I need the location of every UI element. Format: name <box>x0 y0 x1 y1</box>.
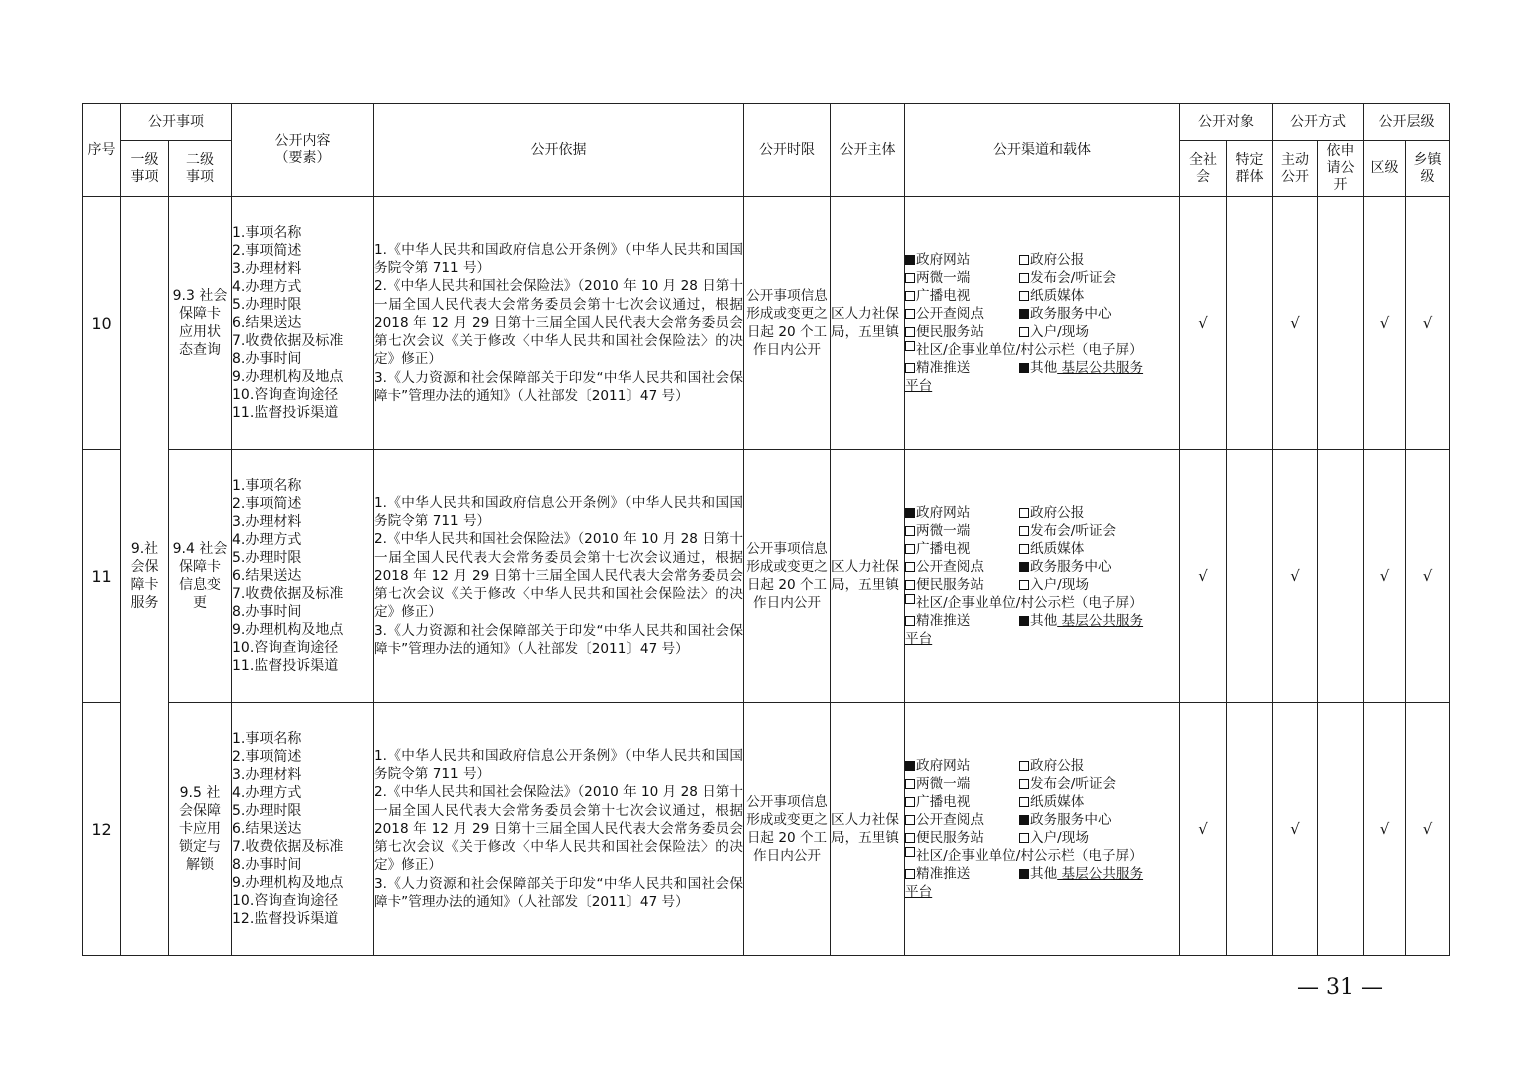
channel-label: 政务服务中心 <box>1030 306 1112 322</box>
channel-option <box>905 269 1019 287</box>
checkbox-checked-icon <box>1019 815 1029 825</box>
disclosure-table <box>82 103 1450 956</box>
header-level1 <box>121 141 169 197</box>
channel-option <box>905 323 1019 341</box>
channel-label: 精准推送 <box>916 866 971 882</box>
check-method-active: √ <box>1273 703 1318 956</box>
basis-item: 2.《中华人民共和国社会保险法》（2010 年 10 月 28 日第十一届全国人民代表大会常务委员会第十七次会议通过，根据 2018 年 12 月 29 日第十三届全国人民代表大会常务委员会第七次会议《关于修改〈中华人民共和国社会保险法〉的决定》修正） <box>374 784 743 874</box>
basis-item: 3.《人力资源和社会保障部关于印发“中华人民共和国社会保障卡”管理办法的通知》（人社部发〔2011〕47 号） <box>374 622 743 657</box>
channel-label: 广播电视 <box>916 541 971 557</box>
content-elements <box>232 197 374 450</box>
checkbox-empty-icon <box>1019 526 1029 536</box>
checkbox-checked-icon <box>1019 869 1029 879</box>
channel-label: 政府公报 <box>1030 505 1085 521</box>
element-item: 9.办理机构及地点 <box>232 369 344 385</box>
checkbox-checked-icon <box>1019 363 1029 373</box>
check-level-district: √ <box>1364 450 1406 703</box>
element-item: 2.事项简述 <box>232 749 302 765</box>
checkbox-empty-icon <box>1019 255 1029 265</box>
element-item: 5.办理时限 <box>232 297 302 313</box>
channel-option <box>905 793 1019 811</box>
element-item: 10.咨询查询途径 <box>232 387 339 403</box>
channel-label: 便民服务站 <box>916 324 984 340</box>
level2-item <box>169 197 232 450</box>
channel-label: 发布会/听证会 <box>1030 523 1117 539</box>
checkbox-empty-icon <box>1019 508 1029 518</box>
channel-option <box>905 757 1019 775</box>
disclosure-deadline: 公开事项信息形成或变更之日起 20 个工作日内公开 <box>744 703 831 956</box>
element-item: 11.监督投诉渠道 <box>232 405 339 421</box>
checkbox-empty-icon <box>905 309 915 319</box>
other-channel-value: 基层公共服务 <box>1057 613 1144 629</box>
header-object-group: 公开对象 <box>1180 104 1273 141</box>
channel-row <box>905 793 1179 811</box>
check-obj-specific <box>1227 197 1273 450</box>
header-level-group: 公开层级 <box>1364 104 1450 141</box>
channel-option <box>1019 793 1084 811</box>
basis-item: 1.《中华人民共和国政府信息公开条例》（中华人民共和国国务院令第 711 号） <box>374 748 743 783</box>
checkbox-empty-icon <box>1019 779 1029 789</box>
channel-label: 两微一端 <box>916 523 971 539</box>
channel-label: 纸质媒体 <box>1030 541 1085 557</box>
header-method-request-text: 依申 请公 开 <box>1326 143 1355 193</box>
level2-item <box>169 450 232 703</box>
channel-label: 入户/现场 <box>1030 577 1089 593</box>
check-obj-all: √ <box>1180 450 1227 703</box>
channel-row <box>905 251 1179 269</box>
element-item: 11.监督投诉渠道 <box>232 658 339 674</box>
channel-option <box>1019 558 1112 576</box>
header-method-group: 公开方式 <box>1273 104 1364 141</box>
channel-option <box>905 811 1019 829</box>
element-item: 1.事项名称 <box>232 225 302 241</box>
channel-option <box>1019 775 1116 793</box>
row-seq: 12 <box>83 703 121 956</box>
disclosure-subject: 区人力社保局，五里镇 <box>831 703 905 956</box>
channel-label: 入户/现场 <box>1030 830 1089 846</box>
channel-row <box>905 612 1179 630</box>
element-item: 3.办理材料 <box>232 514 302 530</box>
header-obj-all-text: 全社 会 <box>1189 151 1217 185</box>
channel-label: 政府网站 <box>916 505 971 521</box>
check-level-district: √ <box>1364 197 1406 450</box>
element-item: 6.结果送达 <box>232 315 302 331</box>
header-content <box>232 104 374 197</box>
channel-option <box>1019 865 1143 883</box>
channel-label: 政务服务中心 <box>1030 812 1112 828</box>
channel-option <box>905 287 1019 305</box>
header-obj-all <box>1180 141 1227 197</box>
element-item: 1.事项名称 <box>232 478 302 494</box>
checkbox-empty-icon <box>905 341 915 351</box>
other-channel-value-continued: 平台 <box>905 378 933 394</box>
disclosure-deadline: 公开事项信息形成或变更之日起 20 个工作日内公开 <box>744 197 831 450</box>
disclosure-channels <box>905 197 1180 450</box>
element-item: 4.办理方式 <box>232 532 302 548</box>
header-basis: 公开依据 <box>374 104 744 197</box>
header-obj-specific <box>1227 141 1273 197</box>
disclosure-deadline: 公开事项信息形成或变更之日起 20 个工作日内公开 <box>744 450 831 703</box>
header-level-district: 区级 <box>1364 141 1406 197</box>
checkbox-checked-icon <box>1019 562 1029 572</box>
header-obj-specific-text: 特定 群体 <box>1235 151 1264 185</box>
checkbox-empty-icon <box>905 779 915 789</box>
row-seq: 10 <box>83 197 121 450</box>
header-channels: 公开渠道和载体 <box>905 104 1180 197</box>
element-item: 3.办理材料 <box>232 767 302 783</box>
basis-item: 1.《中华人民共和国政府信息公开条例》（中华人民共和国国务院令第 711 号） <box>374 495 743 530</box>
channel-option <box>905 540 1019 558</box>
check-obj-all: √ <box>1180 703 1227 956</box>
channel-option <box>1019 359 1143 377</box>
checkbox-empty-icon <box>905 797 915 807</box>
checkbox-checked-icon <box>1019 616 1029 626</box>
channel-row <box>905 829 1179 847</box>
checkbox-empty-icon <box>905 273 915 283</box>
channel-row <box>905 594 1179 612</box>
channel-row <box>905 847 1179 865</box>
header-subject: 公开主体 <box>831 104 905 197</box>
disclosure-channels <box>905 450 1180 703</box>
channel-option <box>1019 811 1112 829</box>
element-item: 6.结果送达 <box>232 568 302 584</box>
channel-label: 精准推送 <box>916 360 971 376</box>
element-item: 7.收费依据及标准 <box>232 586 344 602</box>
checkbox-empty-icon <box>905 526 915 536</box>
channel-label: 便民服务站 <box>916 830 984 846</box>
channel-row <box>905 287 1179 305</box>
channel-row <box>905 775 1179 793</box>
element-item: 4.办理方式 <box>232 785 302 801</box>
channel-label: 政府网站 <box>916 758 971 774</box>
level1-item <box>121 197 169 956</box>
element-item: 7.收费依据及标准 <box>232 333 344 349</box>
checkbox-empty-icon <box>905 869 915 879</box>
header-deadline: 公开时限 <box>744 104 831 197</box>
table-row <box>83 197 1450 450</box>
checkbox-empty-icon <box>1019 580 1029 590</box>
checkbox-empty-icon <box>905 363 915 373</box>
element-item: 2.事项简述 <box>232 243 302 259</box>
element-item: 8.办事时间 <box>232 604 302 620</box>
channel-option <box>905 576 1019 594</box>
channel-label: 政府公报 <box>1030 758 1085 774</box>
header-level-town <box>1406 141 1450 197</box>
disclosure-basis <box>374 703 744 956</box>
channel-row <box>905 757 1179 775</box>
element-item: 7.收费依据及标准 <box>232 839 344 855</box>
checkbox-empty-icon <box>1019 291 1029 301</box>
channel-option <box>1019 540 1084 558</box>
element-item: 1.事项名称 <box>232 731 302 747</box>
checkbox-empty-icon <box>905 291 915 301</box>
level1-item-text: 9.社 会保 障卡 服务 <box>130 541 159 611</box>
channel-label: 其他 <box>1030 360 1058 376</box>
channel-label: 广播电视 <box>916 794 971 810</box>
header-level2 <box>169 141 232 197</box>
channel-label: 政务服务中心 <box>1030 559 1112 575</box>
element-item: 9.办理机构及地点 <box>232 622 344 638</box>
channel-option <box>1019 576 1089 594</box>
disclosure-basis <box>374 450 744 703</box>
element-item: 9.办理机构及地点 <box>232 875 344 891</box>
channel-option <box>1019 522 1116 540</box>
content-elements <box>232 703 374 956</box>
checkbox-empty-icon <box>905 327 915 337</box>
checkbox-checked-icon <box>905 508 915 518</box>
channel-label: 政府网站 <box>916 252 971 268</box>
channel-option <box>905 865 1019 883</box>
checkbox-empty-icon <box>905 580 915 590</box>
check-method-request <box>1318 703 1364 956</box>
basis-item: 3.《人力资源和社会保障部关于印发“中华人民共和国社会保障卡”管理办法的通知》（人社部发〔2011〕47 号） <box>374 875 743 910</box>
other-channel-value: 基层公共服务 <box>1057 360 1144 376</box>
check-method-active: √ <box>1273 450 1318 703</box>
element-item: 4.办理方式 <box>232 279 302 295</box>
channel-option <box>905 251 1019 269</box>
channel-label: 社区/企事业单位/村公示栏（电子屏） <box>916 342 1143 358</box>
header-method-active-text: 主动 公开 <box>1281 151 1309 185</box>
checkbox-empty-icon <box>1019 544 1029 554</box>
element-item: 8.办事时间 <box>232 857 302 873</box>
channel-row <box>905 359 1179 377</box>
channel-row <box>905 865 1179 883</box>
header-method-active <box>1273 141 1318 197</box>
channel-option <box>1019 269 1116 287</box>
disclosure-basis <box>374 197 744 450</box>
header-level2-text: 二级 事项 <box>186 151 214 185</box>
channel-label: 社区/企事业单位/村公示栏（电子屏） <box>916 595 1143 611</box>
channel-option <box>1019 251 1084 269</box>
channel-option <box>1019 323 1089 341</box>
channel-label: 纸质媒体 <box>1030 794 1085 810</box>
channel-label: 入户/现场 <box>1030 324 1089 340</box>
channel-option <box>1019 504 1084 522</box>
channel-option <box>905 775 1019 793</box>
checkbox-empty-icon <box>905 544 915 554</box>
channel-option <box>905 558 1019 576</box>
checkbox-checked-icon <box>1019 309 1029 319</box>
check-level-town: √ <box>1406 703 1450 956</box>
channel-label: 两微一端 <box>916 776 971 792</box>
channel-label: 公开查阅点 <box>916 812 984 828</box>
basis-item: 2.《中华人民共和国社会保险法》（2010 年 10 月 28 日第十一届全国人民代表大会常务委员会第十七次会议通过，根据 2018 年 12 月 29 日第十三届全国人民代表大会常务委员会第七次会议《关于修改〈中华人民共和国社会保险法〉的决定》修正） <box>374 531 743 621</box>
check-obj-specific <box>1227 703 1273 956</box>
other-channel-value-continued: 平台 <box>905 884 933 900</box>
check-level-town: √ <box>1406 197 1450 450</box>
other-channel-value: 基层公共服务 <box>1057 866 1144 882</box>
basis-item: 1.《中华人民共和国政府信息公开条例》（中华人民共和国国务院令第 711 号） <box>374 242 743 277</box>
channel-row <box>905 341 1179 359</box>
channel-option <box>905 612 1019 630</box>
level2-item-text: 9.4 社会 保障卡 信息变 更 <box>172 541 228 611</box>
level2-item-text: 9.3 社会 保障卡 应用状 态查询 <box>172 288 228 358</box>
channel-option <box>1019 287 1084 305</box>
channel-label: 纸质媒体 <box>1030 288 1085 304</box>
element-item: 5.办理时限 <box>232 803 302 819</box>
checkbox-empty-icon <box>1019 797 1029 807</box>
header-level1-text: 一级 事项 <box>130 151 159 185</box>
channel-label: 公开查阅点 <box>916 559 984 575</box>
checkbox-empty-icon <box>905 594 915 604</box>
channel-row <box>905 269 1179 287</box>
channel-option <box>905 829 1019 847</box>
checkbox-empty-icon <box>905 815 915 825</box>
element-item: 8.办事时间 <box>232 351 302 367</box>
channel-option <box>905 522 1019 540</box>
element-item: 2.事项简述 <box>232 496 302 512</box>
basis-item: 3.《人力资源和社会保障部关于印发“中华人民共和国社会保障卡”管理办法的通知》（人社部发〔2011〕47 号） <box>374 369 743 404</box>
check-level-town: √ <box>1406 450 1450 703</box>
channel-row <box>905 576 1179 594</box>
channel-row <box>905 522 1179 540</box>
channel-option <box>1019 829 1089 847</box>
header-level-town-text: 乡镇 级 <box>1413 151 1442 185</box>
element-item: 10.咨询查询途径 <box>232 640 339 656</box>
level2-item <box>169 703 232 956</box>
checkbox-empty-icon <box>1019 327 1029 337</box>
check-obj-specific <box>1227 450 1273 703</box>
channel-option <box>905 504 1019 522</box>
check-method-request <box>1318 450 1364 703</box>
channel-option <box>905 305 1019 323</box>
channel-option <box>1019 612 1143 630</box>
checkbox-empty-icon <box>905 562 915 572</box>
channel-label: 其他 <box>1030 866 1058 882</box>
channel-label: 发布会/听证会 <box>1030 270 1117 286</box>
page-number: — 31 — <box>1297 975 1383 1000</box>
header-method-request <box>1318 141 1364 197</box>
channel-label: 政府公报 <box>1030 252 1085 268</box>
checkbox-checked-icon <box>905 761 915 771</box>
checkbox-empty-icon <box>905 847 915 857</box>
element-item: 3.办理材料 <box>232 261 302 277</box>
checkbox-checked-icon <box>905 255 915 265</box>
channel-row <box>905 540 1179 558</box>
channel-option <box>1019 757 1084 775</box>
element-item: 5.办理时限 <box>232 550 302 566</box>
header-content-text: 公开内容 （要素） <box>274 133 331 166</box>
checkbox-empty-icon <box>905 833 915 843</box>
channel-label: 发布会/听证会 <box>1030 776 1117 792</box>
check-obj-all: √ <box>1180 197 1227 450</box>
channel-label: 精准推送 <box>916 613 971 629</box>
element-item: 6.结果送达 <box>232 821 302 837</box>
row-seq: 11 <box>83 450 121 703</box>
channel-label: 便民服务站 <box>916 577 984 593</box>
header-seq: 序号 <box>83 104 121 197</box>
basis-item: 2.《中华人民共和国社会保险法》（2010 年 10 月 28 日第十一届全国人民代表大会常务委员会第十七次会议通过，根据 2018 年 12 月 29 日第十三届全国人民代表大会常务委员会第七次会议《关于修改〈中华人民共和国社会保险法〉的决定》修正） <box>374 278 743 368</box>
header-matter-group: 公开事项 <box>121 104 232 141</box>
disclosure-subject: 区人力社保局，五里镇 <box>831 450 905 703</box>
table-row <box>83 450 1450 703</box>
channel-option <box>905 359 1019 377</box>
channel-label: 两微一端 <box>916 270 971 286</box>
channel-row <box>905 504 1179 522</box>
channel-row <box>905 811 1179 829</box>
check-method-active: √ <box>1273 197 1318 450</box>
channel-label: 其他 <box>1030 613 1058 629</box>
element-item: 10.咨询查询途径 <box>232 893 339 909</box>
channel-label: 广播电视 <box>916 288 971 304</box>
disclosure-subject: 区人力社保局，五里镇 <box>831 197 905 450</box>
checkbox-empty-icon <box>1019 833 1029 843</box>
check-method-request <box>1318 197 1364 450</box>
channel-row <box>905 323 1179 341</box>
checkbox-empty-icon <box>1019 761 1029 771</box>
channel-row <box>905 305 1179 323</box>
checkbox-empty-icon <box>905 616 915 626</box>
content-elements <box>232 450 374 703</box>
disclosure-channels <box>905 703 1180 956</box>
level2-item-text: 9.5 社 会保障 卡应用 锁定与 解锁 <box>179 785 221 873</box>
other-channel-value-continued: 平台 <box>905 631 933 647</box>
checkbox-empty-icon <box>1019 273 1029 283</box>
channel-option <box>1019 305 1112 323</box>
table-row <box>83 703 1450 956</box>
element-item: 12.监督投诉渠道 <box>232 911 339 927</box>
check-level-district: √ <box>1364 703 1406 956</box>
channel-label: 公开查阅点 <box>916 306 984 322</box>
channel-row <box>905 558 1179 576</box>
channel-label: 社区/企事业单位/村公示栏（电子屏） <box>916 848 1143 864</box>
